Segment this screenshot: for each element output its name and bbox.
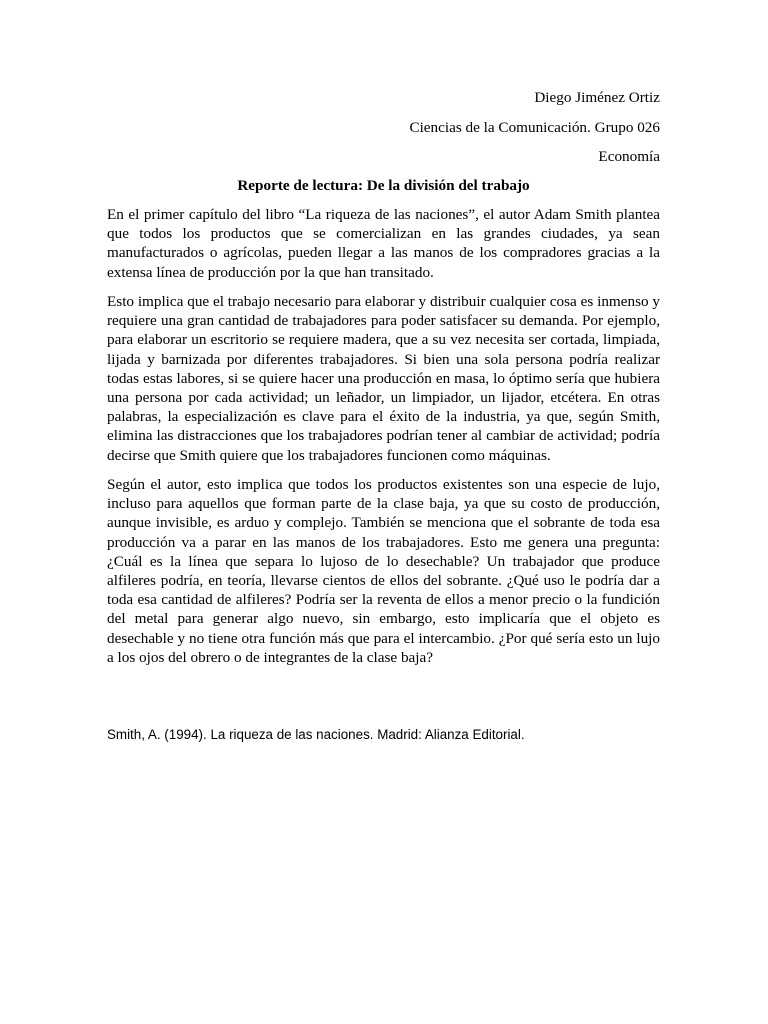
author-name: Diego Jiménez Ortiz	[534, 89, 660, 106]
paragraph-3: Según el autor, esto implica que todos los productos existentes son una especie de lujo, incluso para aquellos que forman parte de la clase baja, ya que su costo de producción, aunque invisible, es arduo y complejo. También se menciona que el sobrante de toda esa producción va a parar en las manos de los trabajadores. Esto me genera una pregunta: ¿Cuál es la línea que separa lo lujoso de lo desechable? Un trabajador que produce alfileres podría, en teoría, llevarse cientos de ellos del sobrante. ¿Qué uso le podría dar a toda esa cantidad de alfileres? Podría ser la reventa de ellos a menor precio o la fundición del metal para generar algo nuevo, sin embargo, esto implicaría que el objeto es desechable y no tiene otra función más que para el intercambio. ¿Por qué sería esto un lujo a los ojos del obrero o de integrantes de la clase baja?	[107, 475, 660, 666]
bibliography-reference: Smith, A. (1994). La riqueza de las naciones. Madrid: Alianza Editorial.	[107, 727, 525, 743]
program-group: Ciencias de la Comunicación. Grupo 026	[409, 118, 660, 136]
course-name: Economía	[598, 148, 660, 166]
document-title: Reporte de lectura: De la división del trabajo	[237, 177, 530, 195]
paragraph-2: Esto implica que el trabajo necesario para elaborar y distribuir cualquier cosa es inmenso y requiere una gran cantidad de trabajadores para poder satisfacer su demanda. Por ejemplo, para elaborar un escritorio se requiere madera, que a su vez necesita ser cortada, limpiada, lijada y barnizada por diferentes trabajadores. Si bien una sola persona podría realizar todas estas labores, si se quiere hacer una producción en masa, lo óptimo sería que hubiera una persona por cada actividad; un leñador, un limpiador, un lijador, etcétera. En otras palabras, la especialización es clave para el éxito de la industria, ya que, según Smith, elimina las distracciones que los trabajadores podrían tener al cambiar de actividad; podría decirse que Smith quiere que los trabajadores funcionen como máquinas.	[107, 292, 660, 464]
paragraph-1: En el primer capítulo del libro “La riqueza de las naciones”, el autor Adam Smith plantea que todos los productos que se comercializan en las grandes ciudades, ya sean manufacturados o agrícolas, pueden llegar a las manos de los compradores gracias a la extensa línea de producción por la que han transitado.	[107, 205, 660, 281]
document-body	[107, 88, 660, 667]
